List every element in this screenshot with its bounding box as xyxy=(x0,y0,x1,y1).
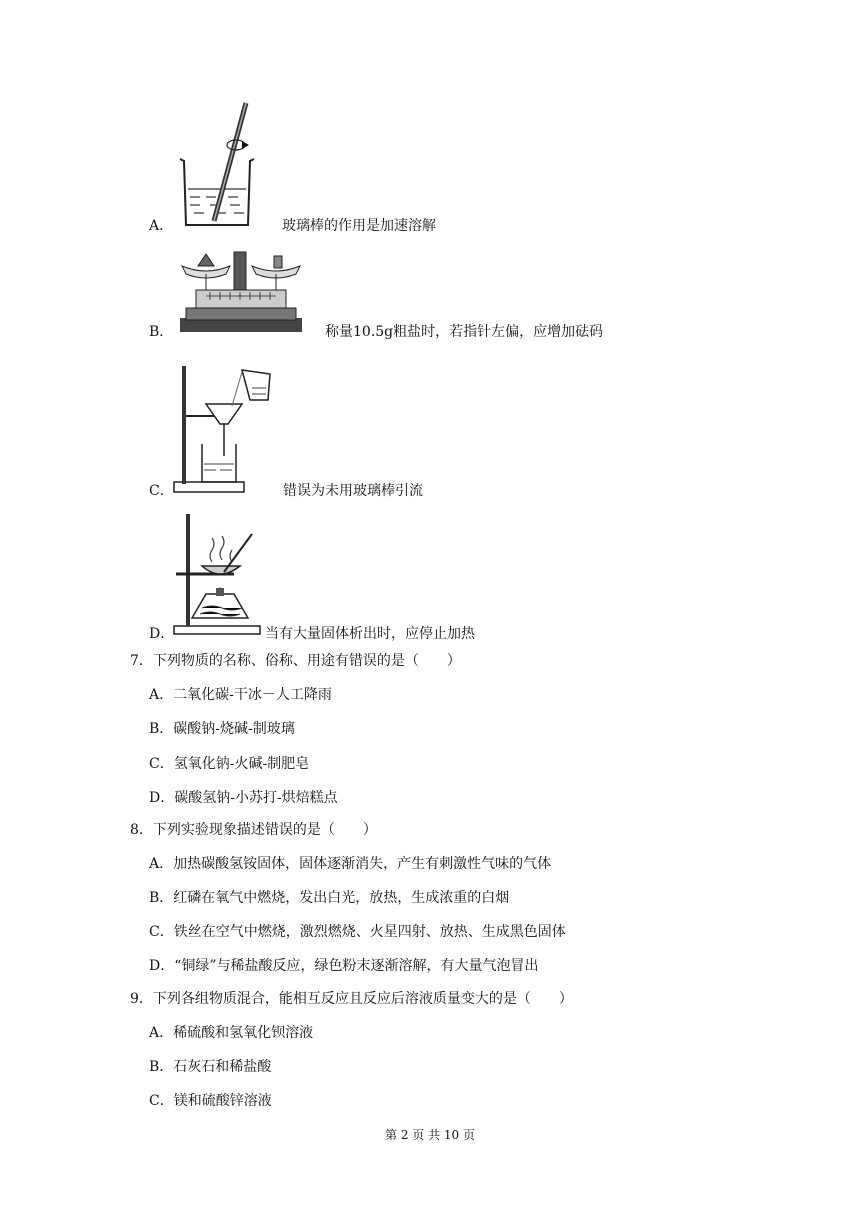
beaker-stirring-rod-figure xyxy=(176,97,256,229)
q9-option-b: B．石灰石和稀盐酸 xyxy=(149,1059,272,1075)
page-footer: 第 2 页 共 10 页 xyxy=(385,1128,475,1142)
q8-stem: 8．下列实验现象描述错误的是（ ） xyxy=(130,822,377,838)
q9-option-a: A．稀硫酸和氢氧化钡溶液 xyxy=(149,1025,314,1041)
q6-option-d-letter: D． xyxy=(149,626,175,642)
balance-scale-figure xyxy=(176,246,306,336)
q7-option-d: D．碳酸氢钠-小苏打-烘焙糕点 xyxy=(149,790,338,806)
filtration-apparatus-figure xyxy=(172,360,276,496)
q7-stem: 7．下列物质的名称、俗称、用途有错误的是（ ） xyxy=(130,653,461,669)
q8-option-b: B．红磷在氧气中燃烧，发出白光，放热，生成浓重的白烟 xyxy=(149,890,510,906)
q6-option-c-letter: C． xyxy=(149,483,174,499)
q8-option-c: C．铁丝在空气中燃烧，激烈燃烧、火星四射、放热、生成黑色固体 xyxy=(149,924,566,940)
q6-option-c-text: 错误为未用玻璃棒引流 xyxy=(283,483,423,499)
q9-option-c: C．镁和硫酸锌溶液 xyxy=(149,1093,272,1109)
q6-option-a-text: 玻璃棒的作用是加速溶解 xyxy=(282,218,436,234)
q7-option-a: A．二氧化碳-干冰－人工降雨 xyxy=(149,687,332,703)
q8-option-d: D．“铜绿”与稀盐酸反应，绿色粉末逐渐溶解，有大量气泡冒出 xyxy=(149,958,539,974)
q8-option-a: A．加热碳酸氢铵固体，固体逐渐消失，产生有刺激性气味的气体 xyxy=(149,856,552,872)
evaporating-dish-burner-figure xyxy=(172,512,262,638)
q6-option-b-text: 称量10.5g粗盐时，若指针左偏，应增加砝码 xyxy=(325,324,604,340)
q7-option-b: B．碳酸钠-烧碱-制玻璃 xyxy=(149,721,295,737)
q6-option-a-letter: A． xyxy=(149,218,174,234)
q6-option-d-text: 当有大量固体析出时，应停止加热 xyxy=(265,626,475,642)
q9-stem: 9．下列各组物质混合，能相互反应且反应后溶液质量变大的是（ ） xyxy=(130,991,573,1007)
q7-option-c: C．氢氧化钠-火碱-制肥皂 xyxy=(149,756,310,772)
q6-option-b-letter: B． xyxy=(149,324,174,340)
